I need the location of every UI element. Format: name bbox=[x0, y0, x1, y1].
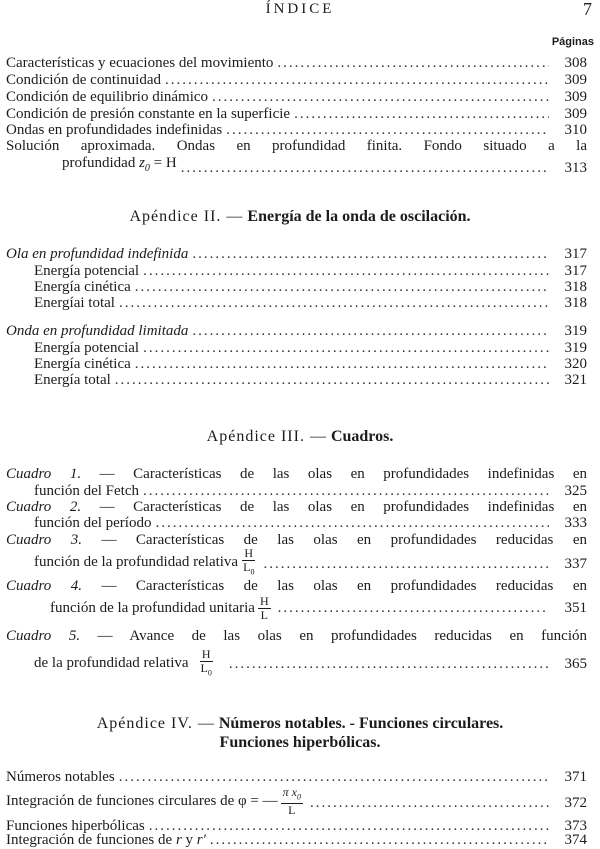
dot-leader bbox=[192, 246, 549, 263]
pages-column-label: Páginas bbox=[551, 36, 594, 48]
entry-title: Condición de presión constante en la superficie bbox=[6, 106, 291, 122]
entry-title: Funciones hiperbólicas bbox=[6, 818, 145, 834]
toc-entry bbox=[6, 106, 587, 123]
dot-leader bbox=[210, 832, 549, 849]
entry-page: 351 bbox=[564, 600, 587, 617]
entry-page: 319 bbox=[564, 340, 587, 356]
cuadro-entry-line1 bbox=[6, 499, 587, 516]
appendix-title-cont: Funciones hiperbólicas. bbox=[219, 734, 381, 751]
dot-leader bbox=[155, 515, 549, 532]
toc-entry bbox=[6, 89, 587, 106]
entry-title: Energía potencial bbox=[34, 263, 140, 279]
entry-title: Energía total bbox=[34, 372, 111, 388]
entry-title: Cuadro 1. — Características de las olas en profundidades indefinidas en bbox=[6, 466, 587, 482]
cuadro-entry-line2 bbox=[34, 515, 587, 532]
entry-page: 371 bbox=[564, 769, 587, 785]
entry-page: 310 bbox=[564, 122, 587, 138]
entry-title-cont: función del Fetch bbox=[34, 483, 139, 499]
entry-page: 337 bbox=[564, 556, 587, 573]
entry-title: Ondas en profundidades indefinidas bbox=[6, 122, 223, 138]
entry-title: Integración de funciones circulares de φ = — $\frac{\pi x_0}{L}$ bbox=[6, 785, 301, 818]
cuadro-entry-line2 bbox=[34, 547, 587, 578]
entry-title: Condición de equilibrio dinámico bbox=[6, 89, 209, 105]
appendix-4-heading-line2 bbox=[0, 733, 600, 753]
entry-page: 333 bbox=[564, 515, 587, 531]
cuadro-entry-line1 bbox=[6, 578, 587, 595]
entry-page: 321 bbox=[564, 372, 587, 388]
cuadro-entry-line2 bbox=[34, 648, 587, 679]
toc-entry bbox=[34, 356, 587, 373]
group-title: Onda en profundidad limitada bbox=[6, 323, 189, 339]
entry-title: Energía cinética bbox=[34, 279, 131, 295]
entry-title: Características y ecuaciones del movimiento bbox=[6, 55, 274, 71]
dot-leader bbox=[229, 649, 549, 679]
entry-title: Integración de funciones de r y r′ bbox=[6, 832, 206, 848]
dot-leader bbox=[263, 550, 549, 578]
dot-leader bbox=[310, 789, 549, 817]
dot-leader bbox=[165, 72, 549, 89]
appendix-4-heading bbox=[0, 714, 600, 734]
entry-page: 317 bbox=[564, 263, 587, 279]
page-number: 7 bbox=[583, 0, 592, 19]
toc-entry bbox=[6, 122, 587, 139]
dot-leader bbox=[119, 769, 549, 786]
entry-page: 309 bbox=[564, 89, 587, 105]
entry-title: Solución aproximada. Ondas en profundidad finita. Fondo situado a la bbox=[6, 138, 587, 154]
toc-entry bbox=[34, 279, 587, 296]
entry-page: 309 bbox=[564, 72, 587, 88]
toc-entry bbox=[34, 340, 587, 357]
entry-title: Condición de continuidad bbox=[6, 72, 161, 88]
entry-page: 320 bbox=[564, 356, 587, 372]
dot-leader bbox=[143, 483, 549, 500]
appendix-prefix: Apéndice II. — bbox=[129, 208, 244, 225]
dot-leader bbox=[143, 340, 549, 357]
toc-entry-line2 bbox=[62, 155, 587, 177]
entry-title: Energíai total bbox=[34, 295, 115, 311]
dot-leader bbox=[181, 160, 549, 177]
toc-entry-line1 bbox=[6, 138, 587, 155]
entry-title: Cuadro 5. — Avance de las olas en profundidades reducidas en función bbox=[6, 628, 587, 644]
toc-entry bbox=[34, 372, 587, 389]
entry-page: 317 bbox=[564, 246, 587, 262]
toc-entry bbox=[6, 832, 587, 849]
entry-page: 313 bbox=[564, 160, 587, 176]
dot-leader bbox=[278, 594, 549, 622]
toc-group-heading bbox=[6, 323, 587, 340]
dot-leader bbox=[294, 106, 549, 123]
dot-leader bbox=[192, 323, 549, 340]
appendix-prefix: Apéndice IV. — bbox=[96, 715, 215, 732]
entry-title-cont: profundidad $z_0 = H$ bbox=[62, 155, 177, 174]
fraction: $\frac{H}{L_0}$ bbox=[243, 546, 255, 577]
entry-title-cont: función de la profundidad unitaria $\frac{H}{L}$ bbox=[50, 594, 269, 623]
entry-page: 309 bbox=[564, 106, 587, 122]
entry-page: 365 bbox=[564, 656, 587, 673]
dot-leader bbox=[226, 122, 549, 139]
appendix-title: Cuadros. bbox=[330, 428, 394, 445]
cuadro-entry-line1 bbox=[6, 628, 587, 645]
toc-entry bbox=[6, 72, 587, 89]
entry-title-cont: de la profundidad relativa $\frac{H}{L_0}$ bbox=[34, 647, 212, 678]
appendix-prefix: Apéndice III. — bbox=[206, 428, 327, 445]
dot-leader bbox=[135, 279, 549, 296]
entry-page: 373 bbox=[564, 818, 587, 834]
entry-page: 372 bbox=[564, 795, 587, 812]
dot-leader bbox=[119, 295, 549, 312]
dot-leader bbox=[143, 263, 549, 280]
entry-title: Cuadro 2. — Características de las olas en profundidades indefinidas en bbox=[6, 499, 587, 515]
appendix-title: Energía de la onda de oscilación. bbox=[247, 208, 471, 225]
group-title: Ola en profundidad indefinida bbox=[6, 246, 189, 262]
toc-group-heading bbox=[6, 246, 587, 263]
fraction: $\frac{H}{L_0}$ bbox=[200, 647, 212, 678]
entry-page: 319 bbox=[564, 323, 587, 339]
entry-title: Energía cinética bbox=[34, 356, 131, 372]
appendix-3-heading bbox=[0, 427, 600, 447]
entry-page: 318 bbox=[564, 295, 587, 311]
toc-entry bbox=[34, 263, 587, 280]
dot-leader bbox=[135, 356, 549, 373]
fraction: $\frac{\pi x_0}{L}$ bbox=[282, 785, 301, 818]
entry-title-cont: función del período bbox=[34, 515, 152, 531]
cuadro-entry-line2 bbox=[50, 594, 587, 622]
toc-entry bbox=[6, 786, 587, 817]
toc-entry bbox=[34, 295, 587, 312]
cuadro-entry-line1 bbox=[6, 466, 587, 483]
entry-page: 374 bbox=[564, 832, 587, 848]
entry-page: 308 bbox=[564, 55, 587, 71]
entry-title: Energía potencial bbox=[34, 340, 140, 356]
fraction: $\frac{H}{L}$ bbox=[259, 594, 269, 623]
entry-title: Cuadro 3. — Características de las olas en profundidades reducidas en bbox=[6, 532, 587, 548]
entry-title-cont: función de la profundidad relativa $\frac{H}{L_0}$ bbox=[34, 546, 255, 577]
dot-leader bbox=[212, 89, 549, 106]
cuadro-entry-line2 bbox=[34, 483, 587, 500]
entry-page: 325 bbox=[564, 483, 587, 499]
appendix-2-heading bbox=[0, 207, 600, 227]
toc-entry bbox=[6, 55, 587, 72]
appendix-title: Números notables. - Funciones circulares. bbox=[218, 715, 504, 732]
toc-entry bbox=[6, 769, 587, 786]
entry-page: 318 bbox=[564, 279, 587, 295]
dot-leader bbox=[115, 372, 549, 389]
entry-title: Cuadro 4. — Características de las olas en profundidades reducidas en bbox=[6, 578, 587, 594]
dot-leader bbox=[277, 55, 549, 72]
entry-title: Números notables bbox=[6, 769, 115, 785]
running-title: ÍNDICE bbox=[265, 1, 335, 17]
